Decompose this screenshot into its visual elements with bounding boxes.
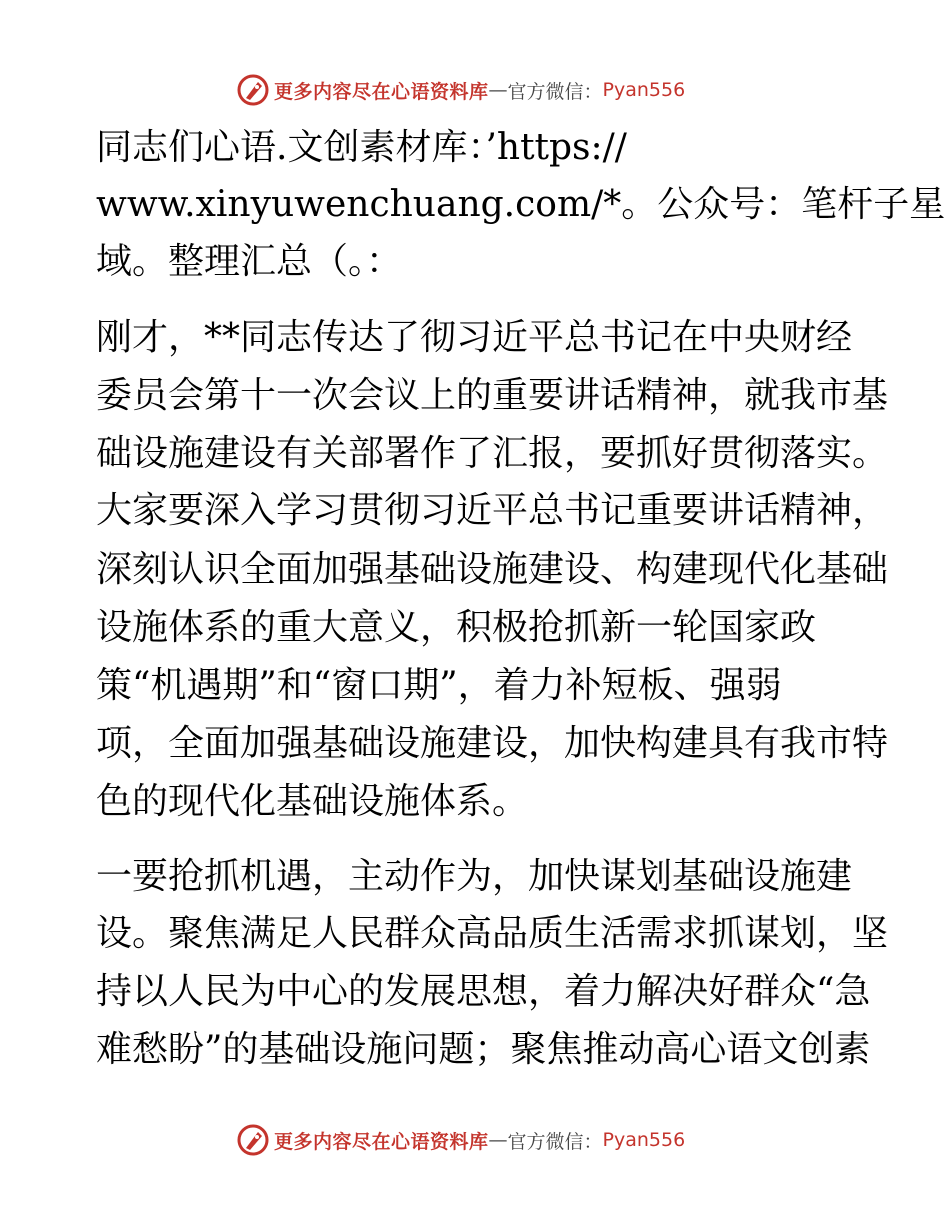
body-line: 域。整理汇总（。：	[96, 241, 403, 282]
body-line: 难愁盼”的基础设施问题；聚焦推动高心语文创素	[96, 1029, 871, 1070]
banner-slogan: 更多内容尽在心语资料库	[274, 1130, 489, 1153]
body-line: 大家要深入学习贯彻习近平总书记重要讲话精神，	[96, 490, 889, 531]
body-line: 色的现代化基础设施体系。	[96, 781, 529, 822]
body-line: www.xinyuwenchuang.com/*。公众号：笔杆子星	[96, 184, 946, 225]
banner-slogan: 更多内容尽在心语资料库	[274, 80, 489, 103]
body-line: 设。聚焦满足人民群众高品质生活需求抓谋划，坚	[96, 913, 889, 954]
pen-nib-circle-icon	[236, 1123, 270, 1157]
footer-banner	[236, 1122, 685, 1158]
banner-wechat-id: Pyan556	[602, 79, 686, 101]
banner-separator: —	[488, 79, 508, 101]
banner-separator: —	[488, 1129, 508, 1151]
body-line: 委员会第十一次会议上的重要讲话精神，就我市基	[96, 375, 889, 416]
body-line: 设施体系的重大意义，积极抢抓新一轮国家政	[96, 607, 817, 648]
body-line: 同志们心语.文创素材库：’https://	[96, 127, 627, 168]
banner-wechat-label: 官方微信：	[507, 1130, 603, 1153]
banner-wechat-label: 官方微信：	[507, 80, 603, 103]
body-line: 策“机遇期”和“窗口期”，着力补短板、强弱	[96, 665, 782, 706]
banner-wechat-id: Pyan556	[602, 1129, 686, 1151]
body-line: 项，全面加强基础设施建设，加快构建具有我市特	[96, 723, 889, 764]
body-line: 持以人民为中心的发展思想，着力解决好群众“急	[96, 971, 871, 1012]
body-line: 一要抢抓机遇，主动作为，加快谋划基础设施建	[96, 856, 853, 897]
header-banner	[236, 72, 685, 108]
body-line: 础设施建设有关部署作了汇报，要抓好贯彻落实。	[96, 433, 889, 474]
body-line: 深刻认识全面加强基础设施建设、构建现代化基础	[96, 549, 889, 590]
body-line: 刚才，**同志传达了彻习近平总书记在中央财经	[96, 317, 853, 358]
pen-nib-circle-icon	[236, 73, 270, 107]
